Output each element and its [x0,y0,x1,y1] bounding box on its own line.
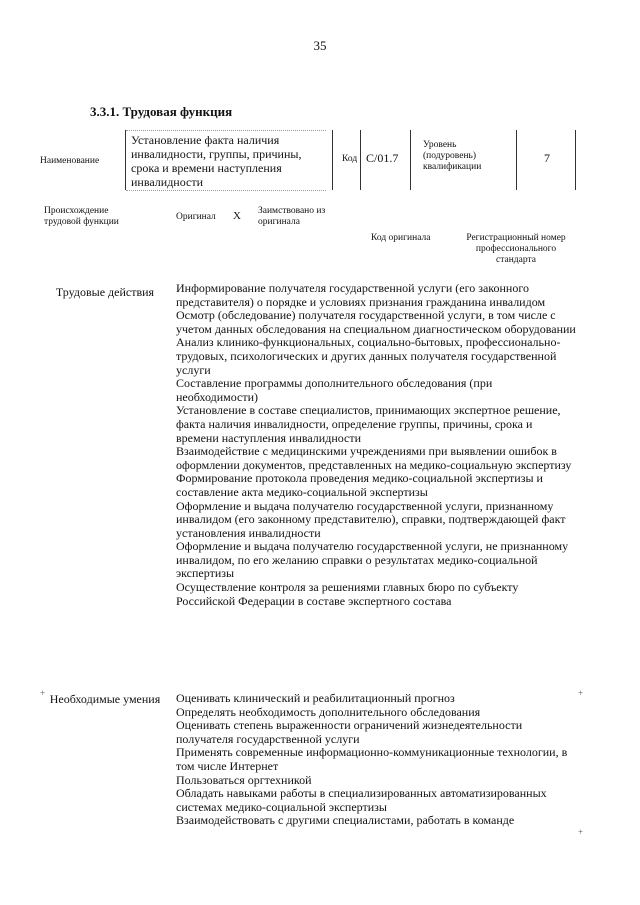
borrowed-label: Заимствовано из оригинала [258,206,326,227]
list-item: Взаимодействовать с другими специалистами, работать в команде [176,813,515,828]
level-bracket-left [516,130,517,190]
level-bracket-right [575,130,576,190]
original-mark: X [233,210,241,222]
list-item: Пользоваться оргтехникой [176,772,312,787]
list-item: Составление программы дополнительного обследования (при необходимости) [176,376,493,404]
list-item: Формирование протокола проведения медико-социальной экспертизы и составление акта медико-социальной экспертизы [176,471,543,499]
list-item: Взаимодействие с медицинскими учреждениями при выявлении ошибок в оформлении документов, представленных на медико-социальную экспертизу [176,444,572,472]
list-item: Установление в составе специалистов, принимающих экспертное решение, факта наличия инвалидности, определение группы, причины, срока и времени наступления инвалидности [176,403,561,445]
list-item: Информирование получателя государственной услуги (его законного представителя) о порядке и условиях признания гражданина инвалидом [176,281,546,309]
qualification-level-label: Уровень (подуровень) квалификации [423,140,482,172]
labor-actions-list [176,282,576,608]
code-value: C/01.7 [366,151,399,165]
function-name-top-rule [126,130,326,131]
list-item: Применять современные информационно-коммуникационные технологии, в том числе Интернет [176,745,568,773]
registration-number-label: Регистрационный номер профессионального стандарта [466,233,566,265]
original-label: Оригинал [176,212,216,222]
labor-actions-label: Трудовые действия [55,285,155,299]
function-name-bottom-rule [126,190,326,191]
list-item: Оформление и выдача получателю государственной услуги, не признанному инвалидом, по его желанию справки о результатах медико-социальной экспертизы [176,539,569,581]
function-name: Установление факта наличия инвалидности, группы, причины, срока и времени наступления инвалидности [131,133,302,189]
list-item: Оформление и выдача получателю государственной услуги, признанному инвалидом (его законному представителю), справки, подтверждающей факт установления инвалидности [176,498,566,540]
list-item: Осуществление контроля за решениями главных бюро по субъекту Российской Федерации в составе экспертного состава [176,580,519,608]
code-label: Код [342,154,358,164]
skills-label: Необходимые умения [49,692,161,706]
qualification-level-value: 7 [544,151,550,165]
scan-mark: + [578,827,584,837]
code-bracket-left [360,130,361,190]
code-bracket-right [410,130,411,190]
skills-list [176,692,576,828]
original-code-label: Код оригинала [371,233,431,243]
page-number: 35 [313,38,327,53]
list-item: Анализ клинико-функциональных, социально-бытовых, профессионально-трудовых, психологических и других данных получателя государственной услуги [176,335,561,377]
list-item: Определять необходимость дополнительного обследования [176,704,481,719]
function-name-bracket-right [332,130,333,190]
list-item: Обладать навыками работы в специализированных автоматизированных системах медико-социальной экспертизы [176,786,547,814]
origin-label: Происхождение трудовой функции [44,206,119,227]
section-title: 3.3.1. Трудовая функция [90,104,233,119]
list-item: Оценивать степень выраженности ограничений жизнедеятельности получателя государственной услуги [176,718,523,746]
name-label: Наименование [40,156,100,166]
list-item: Осмотр (обследование) получателя государственной услуги, в том числе с учетом данных обследования на специальном диагностическом оборудовании [176,308,576,336]
list-item: Оценивать клинический и реабилитационный прогноз [176,691,455,705]
scan-mark: + [40,688,46,698]
scan-mark: + [578,688,584,698]
function-name-bracket-left [125,130,126,190]
